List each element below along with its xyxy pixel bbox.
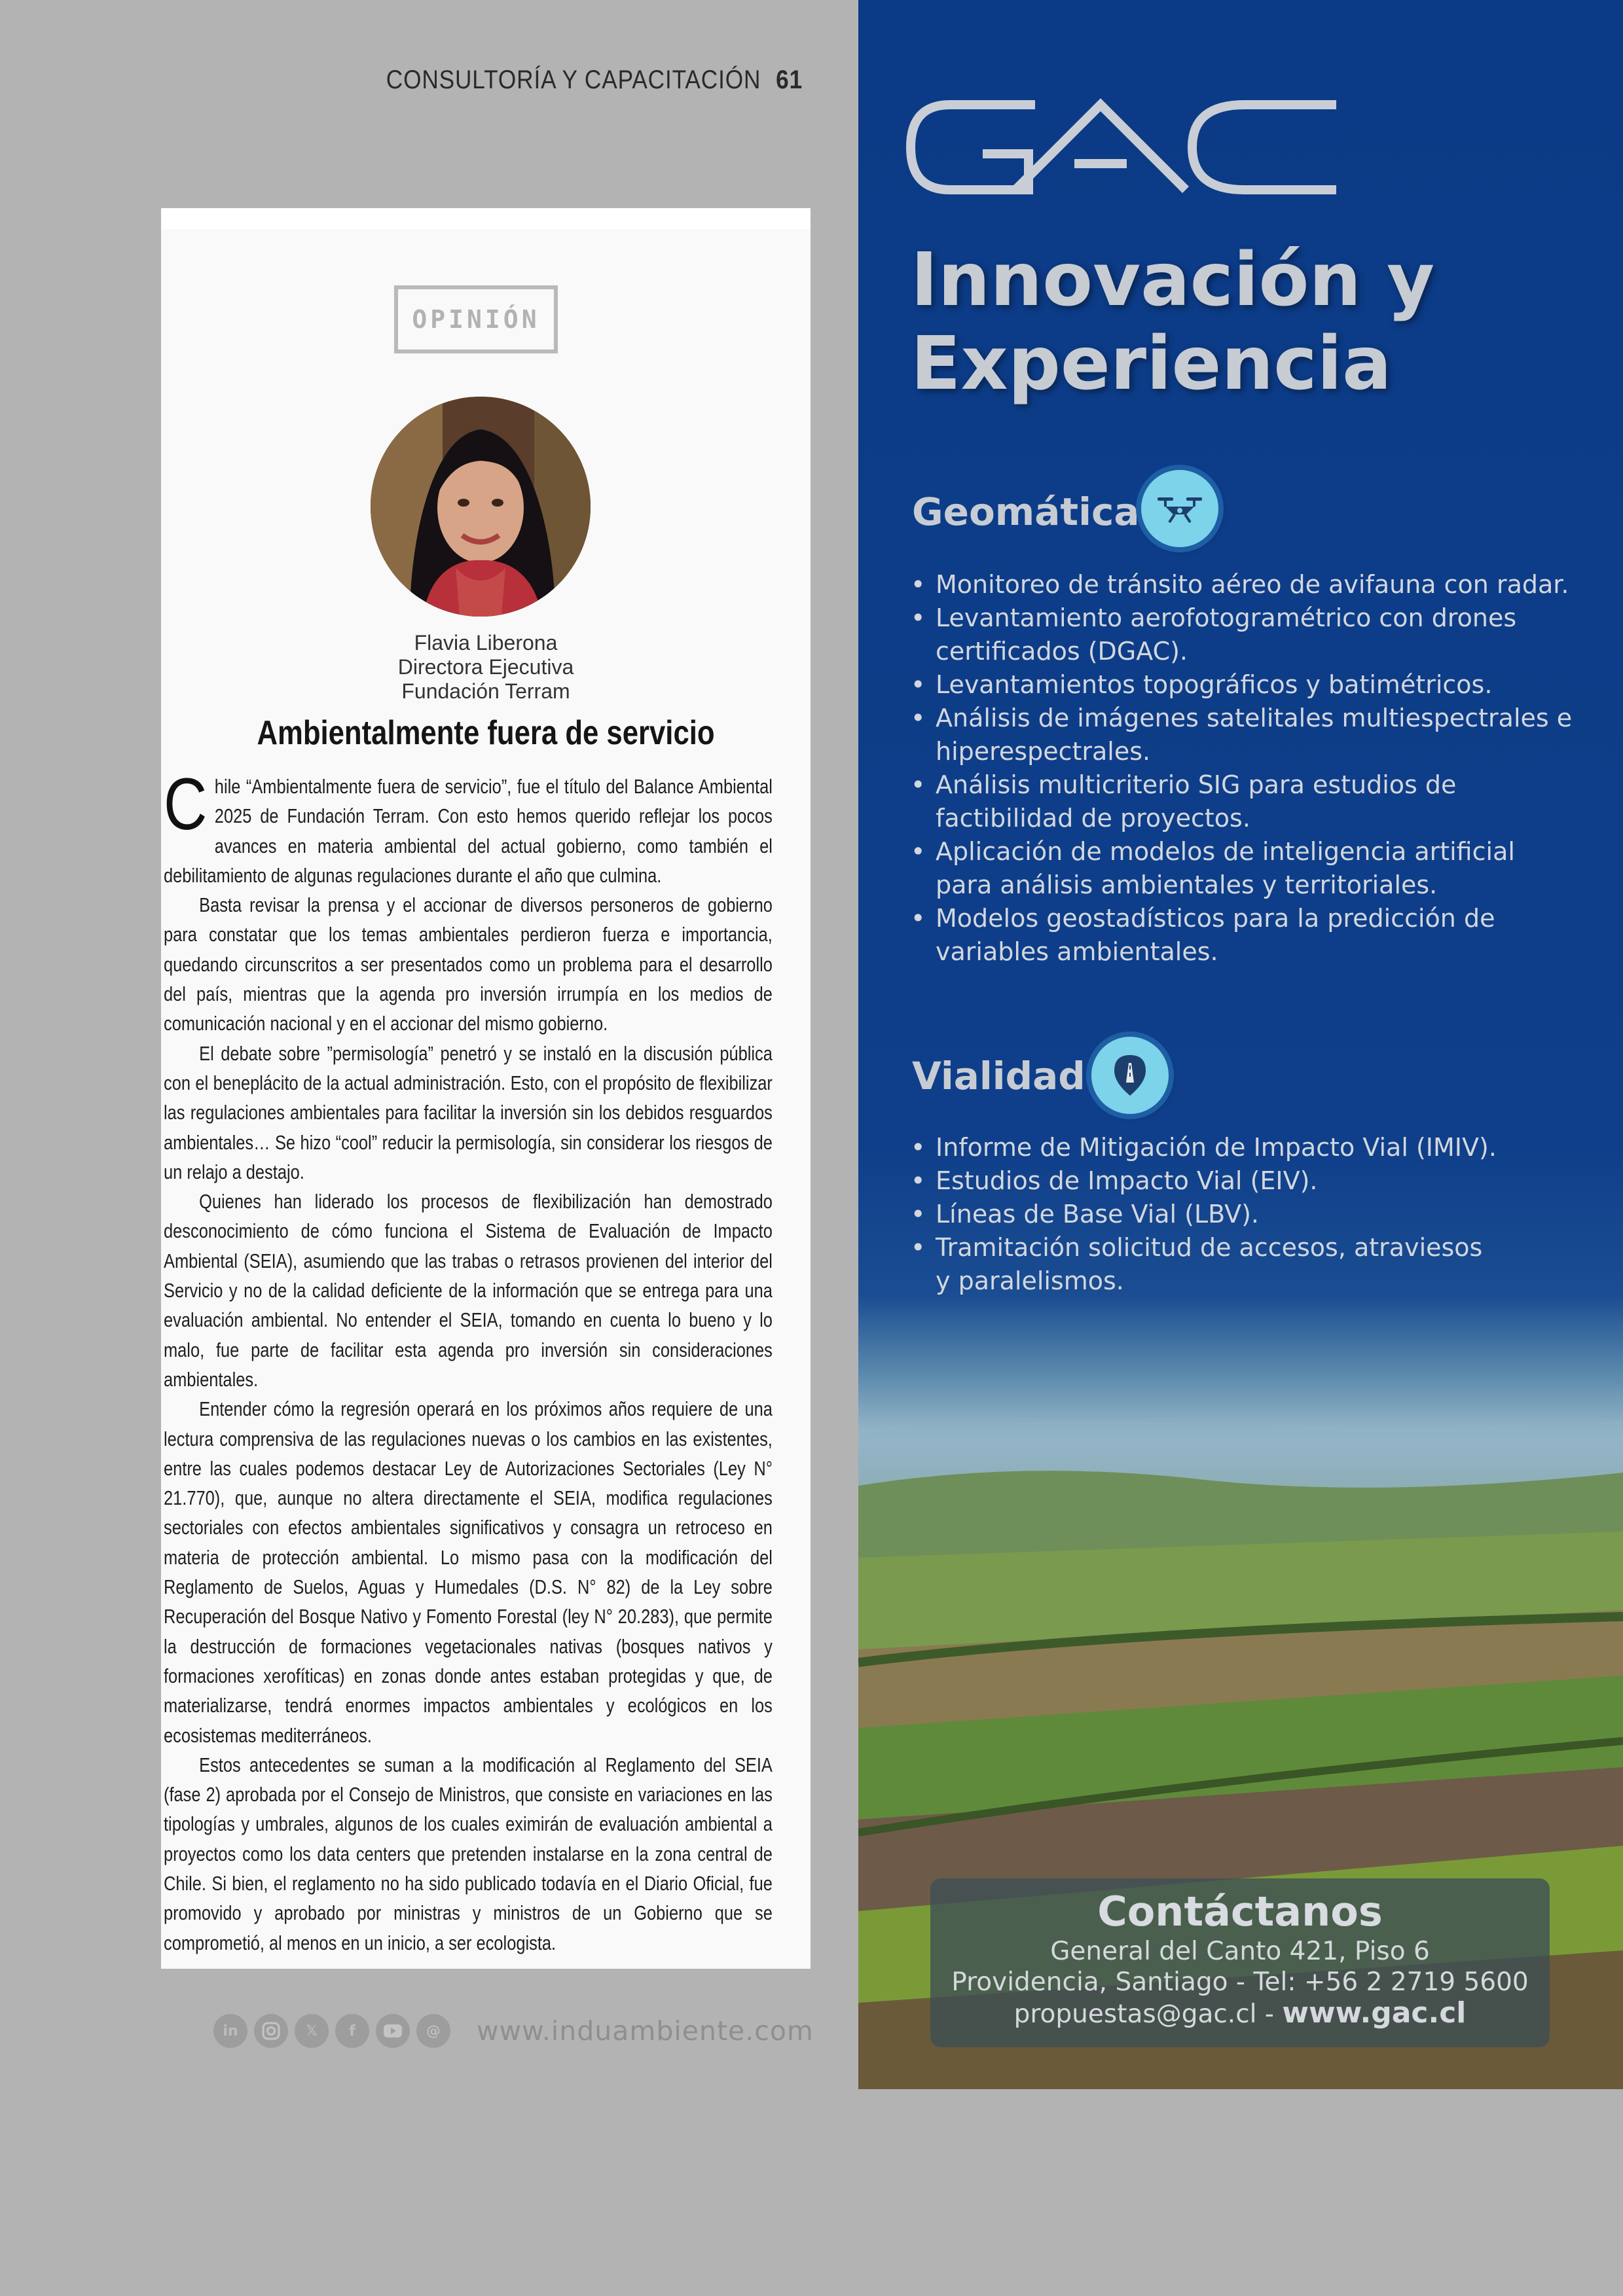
list-item: • Análisis de imágenes satelitales multiespectrales e hiperespectrales. (911, 702, 1572, 768)
opinion-card (161, 208, 811, 1969)
article-body (164, 763, 773, 1958)
contact-web-line: propuestas@gac.cl - www.gac.cl (1013, 1996, 1467, 2030)
author-photo (371, 397, 591, 617)
threads-icon[interactable]: @ (416, 2014, 450, 2048)
opinion-label-box (394, 285, 558, 353)
gac-advertisement (858, 0, 1623, 2089)
facebook-icon[interactable]: f (335, 2014, 369, 2048)
article-paragraph: Basta revisar la prensa y el accionar de diversos personeros de gobierno para constatar que los temas ambientales perdieron fuerza e importancia, quedando circunscritos a ser presentados como un problema para el desarrollo del país, mientras que la agenda pro inversión irrumpía en los medios de comunicación nacional y en el accionar del mismo gobierno. (164, 893, 773, 1035)
list-item: • Estudios de Impacto Vial (EIV). (911, 1164, 1497, 1198)
linkedin-icon[interactable]: in (213, 2014, 247, 2048)
list-item: • Aplicación de modelos de inteligencia artificial para análisis ambientales y territoriales. (911, 835, 1572, 902)
contact-address: General del Canto 421, Piso 6 (1050, 1937, 1430, 1966)
article-paragraph: Chile “Ambientalmente fuera de servicio”, fue el título del Balance Ambiental 2025 de Fundación Terram. Con esto hemos querido reflejar los pocos avances en materia ambiental del actual gobierno, como también el debilitamiento de algunas regulaciones durante el año que culmina. (164, 763, 773, 887)
section-title-vialidad: Vialidad (912, 1054, 1085, 1098)
contact-phone: Providencia, Santiago - Tel: +56 2 2719 5600 (951, 1967, 1529, 1997)
author-portrait-illustration (371, 397, 591, 617)
author-byline (161, 631, 811, 704)
page-header (386, 65, 803, 95)
page-number: 61 (776, 65, 803, 94)
section-name: CONSULTORÍA Y CAPACITACIÓN (386, 65, 761, 94)
contact-box (930, 1878, 1550, 2047)
list-item: • Líneas de Base Vial (LBV). (911, 1198, 1497, 1231)
social-icons (213, 2014, 450, 2048)
opinion-label: OPINIÓN (412, 305, 540, 334)
drop-cap: C (164, 763, 208, 845)
road-pin-icon (1091, 1037, 1169, 1114)
instagram-icon[interactable] (254, 2014, 288, 2048)
contact-title: Contáctanos (1097, 1888, 1383, 1935)
author-role: Directora Ejecutiva (397, 655, 574, 679)
list-item: • Monitoreo de tránsito aéreo de avifauna con radar. (911, 568, 1572, 601)
article-paragraph: El debate sobre ”permisología” penetró y se instaló en la discusión pública con el beneplácito de la actual administración. Esto, con el propósito de flexibilizar las regulaciones ambientales para facilitar la inversión sin los debidos resguardos ambientales… Se hizo “cool” reducir la permisología, sin considerar los riesgos de un relajo a destajo. (164, 1041, 773, 1183)
section-title-geomatica: Geomática (912, 490, 1140, 534)
list-item: • Modelos geostadísticos para la predicción de variables ambientales. (911, 902, 1572, 969)
list-item: • Análisis multicriterio SIG para estudios de factibilidad de proyectos. (911, 768, 1572, 835)
article-paragraph: Estos antecedentes se suman a la modificación al Reglamento del SEIA (fase 2) aprobada por el Consejo de Ministros, que consiste en variaciones en las tipologías y umbrales, algunos de los cuales eximirán de evaluación ambiental a proyectos como los data centers que pretenden instalarse en la zona central de Chile. Si bien, el reglamento no ha sido publicado todavía en el Diario Oficial, fue promovido y aprobado por ministras y ministros de un Gobierno que se comprometió, al menos en un inicio, a ser ecologista. (164, 1753, 773, 1954)
drone-icon (1141, 470, 1218, 547)
article-paragraph: Entender cómo la regresión operará en los próximos años requiere de una lectura comprensiva de las regulaciones nuevas o los cambios en las existentes, entre las cuales podemos destacar Ley de Autorizaciones Sectoriales (Ley N° 21.770), que, aunque no altera directamente el SEIA, modifica regulaciones sectoriales con efectos ambientales significativos y consagra un retroceso en materia de protección ambiental. Lo mismo pasa con la modificación del Reglamento de Suelos, Aguas y Humedales (D.S. N° 82) de la Ley sobre Recuperación del Bosque Nativo y Fomento Forestal (ley N° 20.283), que permite la destrucción de formaciones vegetacionales nativas (bosques nativos y formaciones xerofíticas) en zonas donde antes estaban protegidas y que, de materializarse, tendrá enormes impactos ambientales y ecológicos en los ecosistemas mediterráneos. (164, 1397, 773, 1747)
ad-tagline: Innovación y Experiencia (911, 238, 1435, 406)
contact-email[interactable]: propuestas@gac.cl (1013, 2000, 1257, 2029)
gac-logo (904, 92, 1349, 203)
author-org: Fundación Terram (401, 679, 570, 703)
x-icon[interactable]: 𝕏 (295, 2014, 329, 2048)
geomatica-list (911, 568, 1572, 969)
vialidad-list (911, 1131, 1497, 1298)
list-item: • Levantamientos topográficos y batimétricos. (911, 668, 1572, 702)
list-item: • Tramitación solicitud de accesos, atraviesos y paralelismos. (911, 1231, 1497, 1298)
list-item: • Levantamiento aerofotogramétrico con drones certificados (DGAC). (911, 601, 1572, 668)
youtube-icon[interactable] (376, 2014, 410, 2048)
list-item: • Informe de Mitigación de Impacto Vial (IMIV). (911, 1131, 1497, 1164)
article-paragraph: Quienes han liderado los procesos de flexibilización han demostrado desconocimiento de cómo funciona el Sistema de Evaluación de Impacto Ambiental (SEIA), asumiendo que las trabas o retrasos provienen del interior del Servicio y no de la calidad deficiente de la información que se entrega para una evaluación ambiental. No entender el SEIA, tomando en cuenta lo bueno y lo malo, fue parte de facilitar esta agenda pro inversión sin consideraciones ambientales. (164, 1190, 773, 1391)
contact-website[interactable]: www.gac.cl (1282, 1996, 1467, 2030)
article-title: Ambientalmente fuera de servicio (257, 714, 715, 752)
website-link[interactable]: www.induambiente.com (477, 2015, 814, 2047)
author-name: Flavia Liberona (414, 631, 558, 655)
